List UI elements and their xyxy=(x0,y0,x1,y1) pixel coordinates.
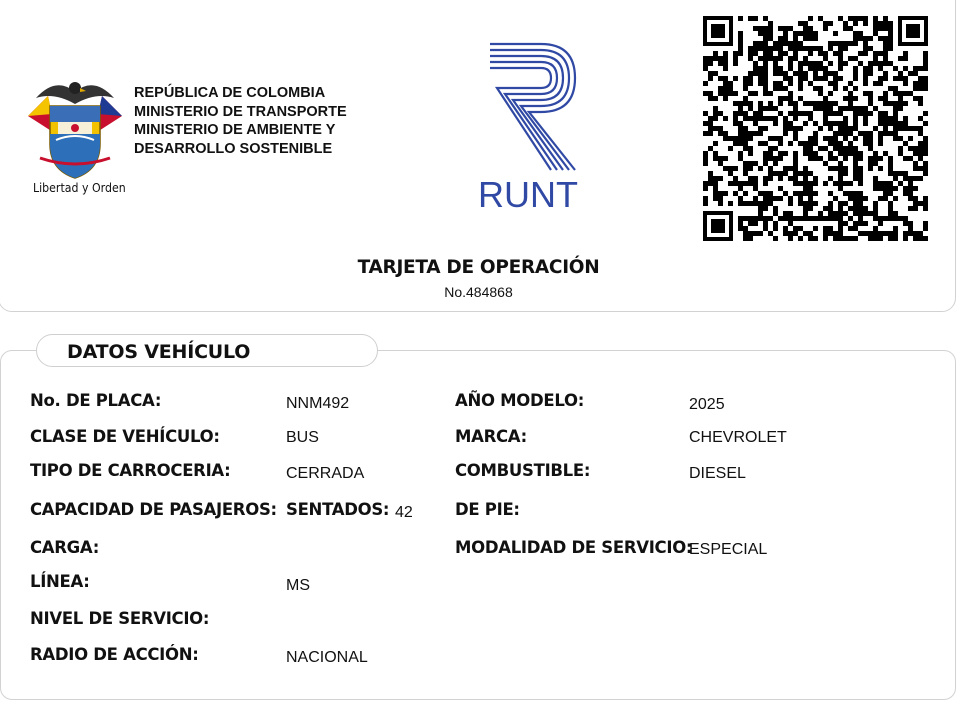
qr-code-icon xyxy=(703,16,928,241)
combustible-value: DIESEL xyxy=(689,465,746,482)
sentados-label: SENTADOS: xyxy=(286,500,390,519)
radio-label: RADIO DE ACCIÓN: xyxy=(30,645,199,664)
carga-label: CARGA: xyxy=(30,538,100,557)
ministry-line: DESARROLLO SOSTENIBLE xyxy=(134,140,333,157)
runt-logo-icon xyxy=(485,38,585,178)
clase-value: BUS xyxy=(286,429,319,446)
document-title: TARJETA DE OPERACIÓN xyxy=(357,257,600,278)
marca-value: CHEVROLET xyxy=(689,429,787,446)
carroceria-value: CERRADA xyxy=(286,465,365,482)
marca-label: MARCA: xyxy=(455,427,527,446)
nivel-label: NIVEL DE SERVICIO: xyxy=(30,609,210,628)
ministry-line: MINISTERIO DE AMBIENTE Y xyxy=(134,122,336,138)
depie-label: DE PIE: xyxy=(455,500,520,519)
motto-text: Libertad y Orden xyxy=(33,180,126,195)
coat-of-arms-icon xyxy=(26,74,124,182)
ministry-line: MINISTERIO DE TRANSPORTE xyxy=(134,103,347,120)
ministry-line: REPÚBLICA DE COLOMBIA xyxy=(134,85,326,101)
anio-label: AÑO MODELO: xyxy=(455,391,585,410)
placa-label: No. DE PLACA: xyxy=(30,391,162,410)
radio-value: NACIONAL xyxy=(286,649,368,666)
modalidad-label: MODALIDAD DE SERVICIO: xyxy=(455,538,693,557)
linea-value: MS xyxy=(286,577,310,594)
ministry-heading xyxy=(134,84,347,158)
placa-value: NNM492 xyxy=(286,395,350,412)
clase-label: CLASE DE VEHÍCULO: xyxy=(30,427,220,446)
anio-value: 2025 xyxy=(689,396,725,413)
combustible-label: COMBUSTIBLE: xyxy=(455,461,591,480)
section-title: DATOS VEHÍCULO xyxy=(67,341,251,363)
linea-label: LÍNEA: xyxy=(30,572,90,591)
carroceria-label: TIPO DE CARROCERIA: xyxy=(30,461,231,480)
runt-logo-text: RUNT xyxy=(478,174,578,215)
sentados-value: 42 xyxy=(395,504,413,521)
modalidad-value: ESPECIAL xyxy=(689,541,768,558)
capacidad-label: CAPACIDAD DE PASAJEROS: xyxy=(30,500,277,519)
document-number: No.484868 xyxy=(444,284,513,300)
